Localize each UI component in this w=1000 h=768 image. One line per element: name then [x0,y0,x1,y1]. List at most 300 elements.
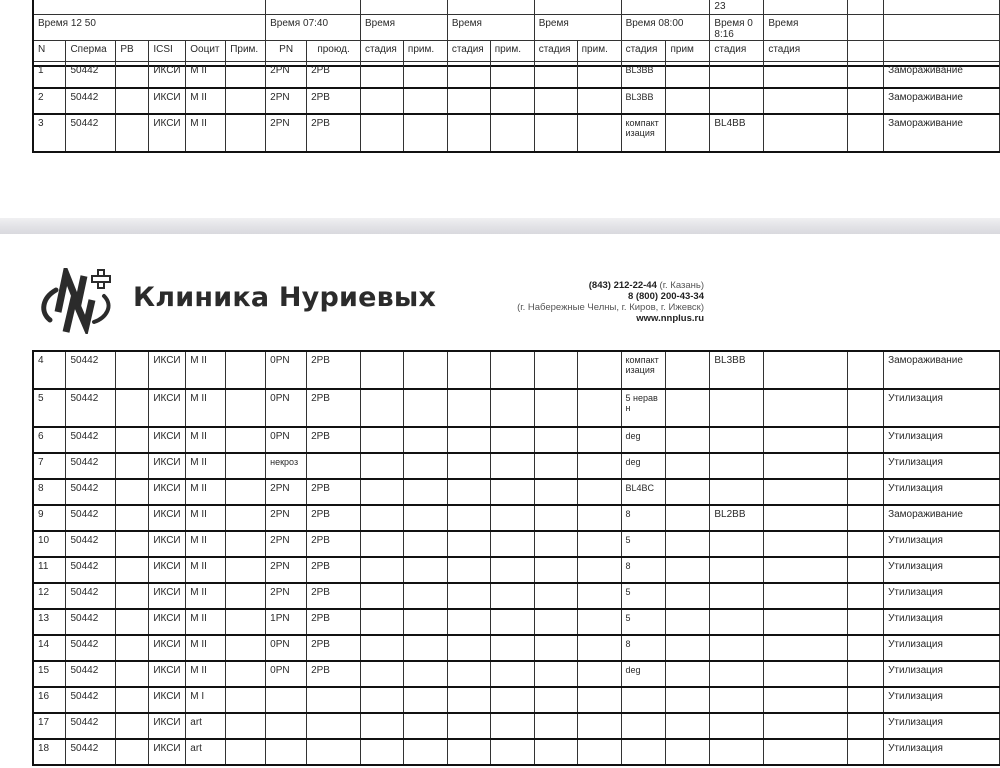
cell-icsi: ИКСИ [149,609,186,635]
cell-stage-d2 [447,505,490,531]
cell-n: 5 [33,389,66,427]
cell-stage-d6 [710,687,764,713]
cell-n: 3 [33,114,66,152]
cell-note-d2 [490,531,534,557]
cell-stage-d1 [360,88,403,114]
cell-note-d1 [403,531,447,557]
cell-note-d5 [666,453,710,479]
cell [360,0,447,15]
cell-stage-d5: BL3BB [621,62,666,88]
cell [848,0,884,15]
cell-note-d1 [403,505,447,531]
cell-note [226,557,266,583]
page-separator [0,218,1000,234]
cell-stage-d1 [360,351,403,389]
partial-header-row [33,0,1000,15]
cell-n: 12 [33,583,66,609]
cell-pb [116,531,149,557]
cell-note [226,62,266,88]
cell-note-d2 [490,687,534,713]
cell-pb2: 2PB [307,479,361,505]
cell-note [226,88,266,114]
cell-pn: 2PN [266,62,307,88]
cell-stage-d5: компактизация [621,351,666,389]
cell-stage-d7 [764,427,848,453]
cell-stage-d1 [360,583,403,609]
cell-pn: 0PN [266,635,307,661]
cell-outcome: Утилизация [884,739,1000,765]
cell-stage-d1 [360,389,403,427]
cell-pn: 0PN [266,661,307,687]
cell-note-d3 [577,351,621,389]
cell-pn: 0PN [266,351,307,389]
col-header-stage: стадия [360,41,403,66]
cell-note-d1 [403,88,447,114]
cell-stage-d7 [764,453,848,479]
cell-note-d5 [666,687,710,713]
cell-pn: 0PN [266,389,307,427]
cell-pb [116,62,149,88]
cell-stage-d2 [447,62,490,88]
cell-note [226,505,266,531]
cell-note-d5 [666,609,710,635]
website-link[interactable]: www.nnplus.ru [636,313,704,324]
cell-oocyte: art [186,739,226,765]
cell-stage-d5 [621,739,666,765]
cell-sperm: 50442 [66,739,116,765]
cell-note-d1 [403,739,447,765]
cell-note-d2 [490,62,534,88]
cell-stage-d7 [764,389,848,427]
cell-note-d2 [490,739,534,765]
cell-stage-d1 [360,531,403,557]
cell-note [226,389,266,427]
cell-pb2 [307,739,361,765]
cell-sperm: 50442 [66,389,116,427]
cell-outcome: Утилизация [884,661,1000,687]
cell-stage-d6 [710,661,764,687]
cell-note-d5 [666,739,710,765]
cell-note-d1 [403,427,447,453]
cell-note-d5 [666,351,710,389]
cell-note-d5 [666,661,710,687]
cell-oocyte: M II [186,351,226,389]
clinic-name: Клиника Нуриевых [133,282,437,313]
cell-stage-d6: BL4BB [710,114,764,152]
cell-stage-d6 [710,453,764,479]
cell-sperm: 50442 [66,583,116,609]
time-label: Время 12 50 [33,15,266,41]
cell-note-d2 [490,713,534,739]
cell-stage-d1 [360,609,403,635]
cell-stage-d7 [764,531,848,557]
cell-note-d3 [577,739,621,765]
cell-sperm: 50442 [66,609,116,635]
cell-note-d1 [403,609,447,635]
cell-pb2: 2PB [307,505,361,531]
cell-note-d1 [403,351,447,389]
cell-note-d1 [403,713,447,739]
col-header-note: прим. [403,41,447,66]
cell-sperm: 50442 [66,557,116,583]
col-header-note: прим. [490,41,534,66]
cell-stage-d1 [360,661,403,687]
cell-note [226,531,266,557]
cell-note-d1 [403,389,447,427]
col-header-note: Прим. [226,41,266,66]
cell: 23 [710,0,764,15]
cell [266,0,361,15]
cell-note-d2 [490,427,534,453]
cell-icsi: ИКСИ [149,453,186,479]
cell-stage-d3 [534,609,577,635]
cell-stage-d5: deg [621,453,666,479]
cell-stage-d5: 8 [621,635,666,661]
cell-stage-d2 [447,88,490,114]
cell-pb2: 2PB [307,114,361,152]
time-label: Время 08:16 [710,15,764,41]
cell-stage-d2 [447,389,490,427]
cell-pn: 0PN [266,427,307,453]
cell-extra [848,609,884,635]
cell-note-d1 [403,479,447,505]
cell-pb2 [307,713,361,739]
embryology-table-page-1-body [32,61,1000,153]
cell-note-d1 [403,687,447,713]
cell-stage-d5: 5 [621,583,666,609]
cell-stage-d7 [764,62,848,88]
cell-stage-d2 [447,531,490,557]
cell-pb [116,609,149,635]
cell-extra [848,351,884,389]
cell-pb [116,389,149,427]
cell-note-d2 [490,635,534,661]
cell-stage-d5: deg [621,427,666,453]
cell-stage-d6: BL3BB [710,351,764,389]
cell-pn: 2PN [266,557,307,583]
cell-stage-d2 [447,557,490,583]
cell-note-d5 [666,427,710,453]
cell-stage-d3 [534,479,577,505]
cell-pb [116,453,149,479]
cell-extra [848,557,884,583]
cell-stage-d6 [710,713,764,739]
cell-pb [116,687,149,713]
table-row [33,427,1000,453]
phone-federal[interactable]: 8 (800) 200-43-34 [627,291,704,302]
cell-note [226,453,266,479]
cell-oocyte: M II [186,479,226,505]
cell-oocyte: M II [186,557,226,583]
cell-stage-d3 [534,713,577,739]
cell-note-d2 [490,453,534,479]
nn-plus-logo-icon [36,268,124,334]
cell-oocyte: M II [186,88,226,114]
cell-pb [116,583,149,609]
embryology-table-page-1 [32,0,1000,67]
cell-pb2: 2PB [307,635,361,661]
col-header-pb2: проюд. [307,41,361,66]
cell-note-d5 [666,88,710,114]
cell-note-d2 [490,389,534,427]
cell-stage-d3 [534,583,577,609]
cell-icsi: ИКСИ [149,114,186,152]
col-header-stage: стадия [621,41,666,66]
cell-sperm: 50442 [66,114,116,152]
cell-note-d1 [403,557,447,583]
cell-icsi: ИКСИ [149,427,186,453]
cell-sperm: 50442 [66,479,116,505]
table-row [33,557,1000,583]
cell-stage-d5: 5 неравн [621,389,666,427]
cell-outcome: Утилизация [884,583,1000,609]
cell-extra [848,739,884,765]
embryology-table-page-2 [32,350,1000,766]
cell-stage-d7 [764,505,848,531]
cell-pb [116,351,149,389]
cell-n: 8 [33,479,66,505]
cell-oocyte: M I [186,687,226,713]
document-page-2 [0,234,1000,768]
cell-pb [116,427,149,453]
cell-note-d5 [666,389,710,427]
cell-oocyte: M II [186,583,226,609]
cell-icsi: ИКСИ [149,531,186,557]
cell-outcome: Утилизация [884,453,1000,479]
cell-stage-d5: компактизация [621,114,666,152]
cell-icsi: ИКСИ [149,62,186,88]
cell-pb [116,661,149,687]
cell-stage-d2 [447,713,490,739]
cell-stage-d2 [447,351,490,389]
cell-outcome: Утилизация [884,687,1000,713]
cell-stage-d1 [360,427,403,453]
cell-stage-d6 [710,557,764,583]
col-header-oocyte: Ооцит [186,41,226,66]
cell-note-d3 [577,479,621,505]
cell-pn: 2PN [266,531,307,557]
cell-stage-d6 [710,389,764,427]
cell-note-d3 [577,389,621,427]
time-label: Время [360,15,447,41]
cell-n: 18 [33,739,66,765]
cell-oocyte: M II [186,609,226,635]
cell-icsi: ИКСИ [149,389,186,427]
cell-note-d1 [403,583,447,609]
cell-stage-d3 [534,389,577,427]
cell-pb [116,635,149,661]
cell-outcome: Утилизация [884,713,1000,739]
cell-extra [848,62,884,88]
col-header-icsi: ICSI [149,41,186,66]
cell-oocyte: M II [186,389,226,427]
cell-note-d5 [666,583,710,609]
cell-n: 9 [33,505,66,531]
table-row [33,62,1000,88]
col-header-note: прим [666,41,710,66]
cell [848,15,884,41]
cell-stage-d2 [447,583,490,609]
cell-note-d5 [666,62,710,88]
phone-federal-cities: (г. Набережные Челны, г. Киров, г. Ижевск) [517,302,704,313]
cell-extra [848,505,884,531]
cell-n: 2 [33,88,66,114]
cell-extra [848,114,884,152]
cell-stage-d2 [447,427,490,453]
cell-pb2: 2PB [307,62,361,88]
cell-stage-d7 [764,713,848,739]
cell-n: 16 [33,687,66,713]
cell-stage-d7 [764,557,848,583]
cell-outcome: Замораживание [884,114,1000,152]
cell-n: 1 [33,62,66,88]
cell-sperm: 50442 [66,453,116,479]
cell-icsi: ИКСИ [149,713,186,739]
cell [764,0,848,15]
cell-note [226,427,266,453]
cell-note [226,739,266,765]
table-row [33,505,1000,531]
cell-icsi: ИКСИ [149,351,186,389]
cell-pb2: 2PB [307,557,361,583]
cell-stage-d3 [534,687,577,713]
cell-oocyte: M II [186,114,226,152]
cell-oocyte: M II [186,62,226,88]
table-row [33,88,1000,114]
cell-sperm: 50442 [66,427,116,453]
cell-note [226,635,266,661]
cell-pn: 2PN [266,114,307,152]
table-row [33,351,1000,389]
cell-pn: некроз [266,453,307,479]
cell-stage-d3 [534,427,577,453]
cell-note-d3 [577,609,621,635]
table-row [33,479,1000,505]
cell-stage-d1 [360,453,403,479]
cell-icsi: ИКСИ [149,583,186,609]
cell-extra [848,453,884,479]
cell-note [226,583,266,609]
cell-stage-d5 [621,687,666,713]
cell-stage-d7 [764,687,848,713]
cell-note-d3 [577,687,621,713]
cell [884,15,1000,41]
cell-stage-d7 [764,661,848,687]
time-label: Время [764,15,848,41]
cell-note-d1 [403,62,447,88]
cell-sperm: 50442 [66,505,116,531]
cell [621,0,710,15]
cell-note [226,114,266,152]
cell-stage-d2 [447,609,490,635]
cell-pb [116,114,149,152]
cell-pb2: 2PB [307,88,361,114]
cell-sperm: 50442 [66,713,116,739]
cell-stage-d2 [447,687,490,713]
cell-pb2: 2PB [307,609,361,635]
cell-stage-d2 [447,453,490,479]
cell-extra [848,661,884,687]
cell-n: 15 [33,661,66,687]
cell-note-d1 [403,635,447,661]
cell-note-d3 [577,427,621,453]
cell-stage-d2 [447,479,490,505]
cell [884,0,1000,15]
cell-pb2: 2PB [307,351,361,389]
cell-pn [266,687,307,713]
cell-note-d2 [490,609,534,635]
cell-stage-d5: 5 [621,609,666,635]
cell-oocyte: M II [186,531,226,557]
cell-note [226,713,266,739]
cell-stage-d1 [360,687,403,713]
cell-pn: 2PN [266,88,307,114]
cell-icsi: ИКСИ [149,687,186,713]
cell-stage-d2 [447,114,490,152]
cell-pb2 [307,453,361,479]
cell-pn: 2PN [266,505,307,531]
table-row [33,661,1000,687]
cell-oocyte: M II [186,505,226,531]
cell-note-d3 [577,635,621,661]
cell-note-d2 [490,505,534,531]
cell-pb [116,505,149,531]
table-row [33,583,1000,609]
cell-stage-d2 [447,661,490,687]
cell-stage-d6 [710,427,764,453]
cell-stage-d3 [534,114,577,152]
cell-pn [266,713,307,739]
cell-extra [848,389,884,427]
cell-pb [116,88,149,114]
cell-stage-d7 [764,351,848,389]
cell-n: 6 [33,427,66,453]
table-row [33,114,1000,152]
cell-pb2: 2PB [307,427,361,453]
cell-stage-d3 [534,531,577,557]
cell-n: 10 [33,531,66,557]
cell-note-d5 [666,557,710,583]
cell-stage-d6 [710,88,764,114]
cell-stage-d7 [764,479,848,505]
cell-stage-d5: BL3BB [621,88,666,114]
cell-extra [848,635,884,661]
cell-stage-d5: 8 [621,505,666,531]
clinic-contacts [517,280,704,324]
cell-stage-d1 [360,479,403,505]
cell-stage-d1 [360,635,403,661]
cell-oocyte: M II [186,635,226,661]
cell-note-d2 [490,479,534,505]
cell-note-d5 [666,531,710,557]
cell-stage-d7 [764,114,848,152]
cell-oocyte: art [186,713,226,739]
document-page-1 [0,0,1000,218]
cell-pb2: 2PB [307,389,361,427]
cell-note-d5 [666,505,710,531]
col-header-stage: стадия [710,41,764,66]
cell-icsi: ИКСИ [149,635,186,661]
cell-note-d3 [577,713,621,739]
phone-kazan[interactable]: (843) 212-22-44 [588,280,657,291]
col-header-pn: PN [266,41,307,66]
cell [33,0,266,15]
cell-stage-d6 [710,583,764,609]
cell-sperm: 50442 [66,687,116,713]
cell-stage-d6 [710,609,764,635]
cell-oocyte: M II [186,427,226,453]
cell-pb2: 2PB [307,531,361,557]
